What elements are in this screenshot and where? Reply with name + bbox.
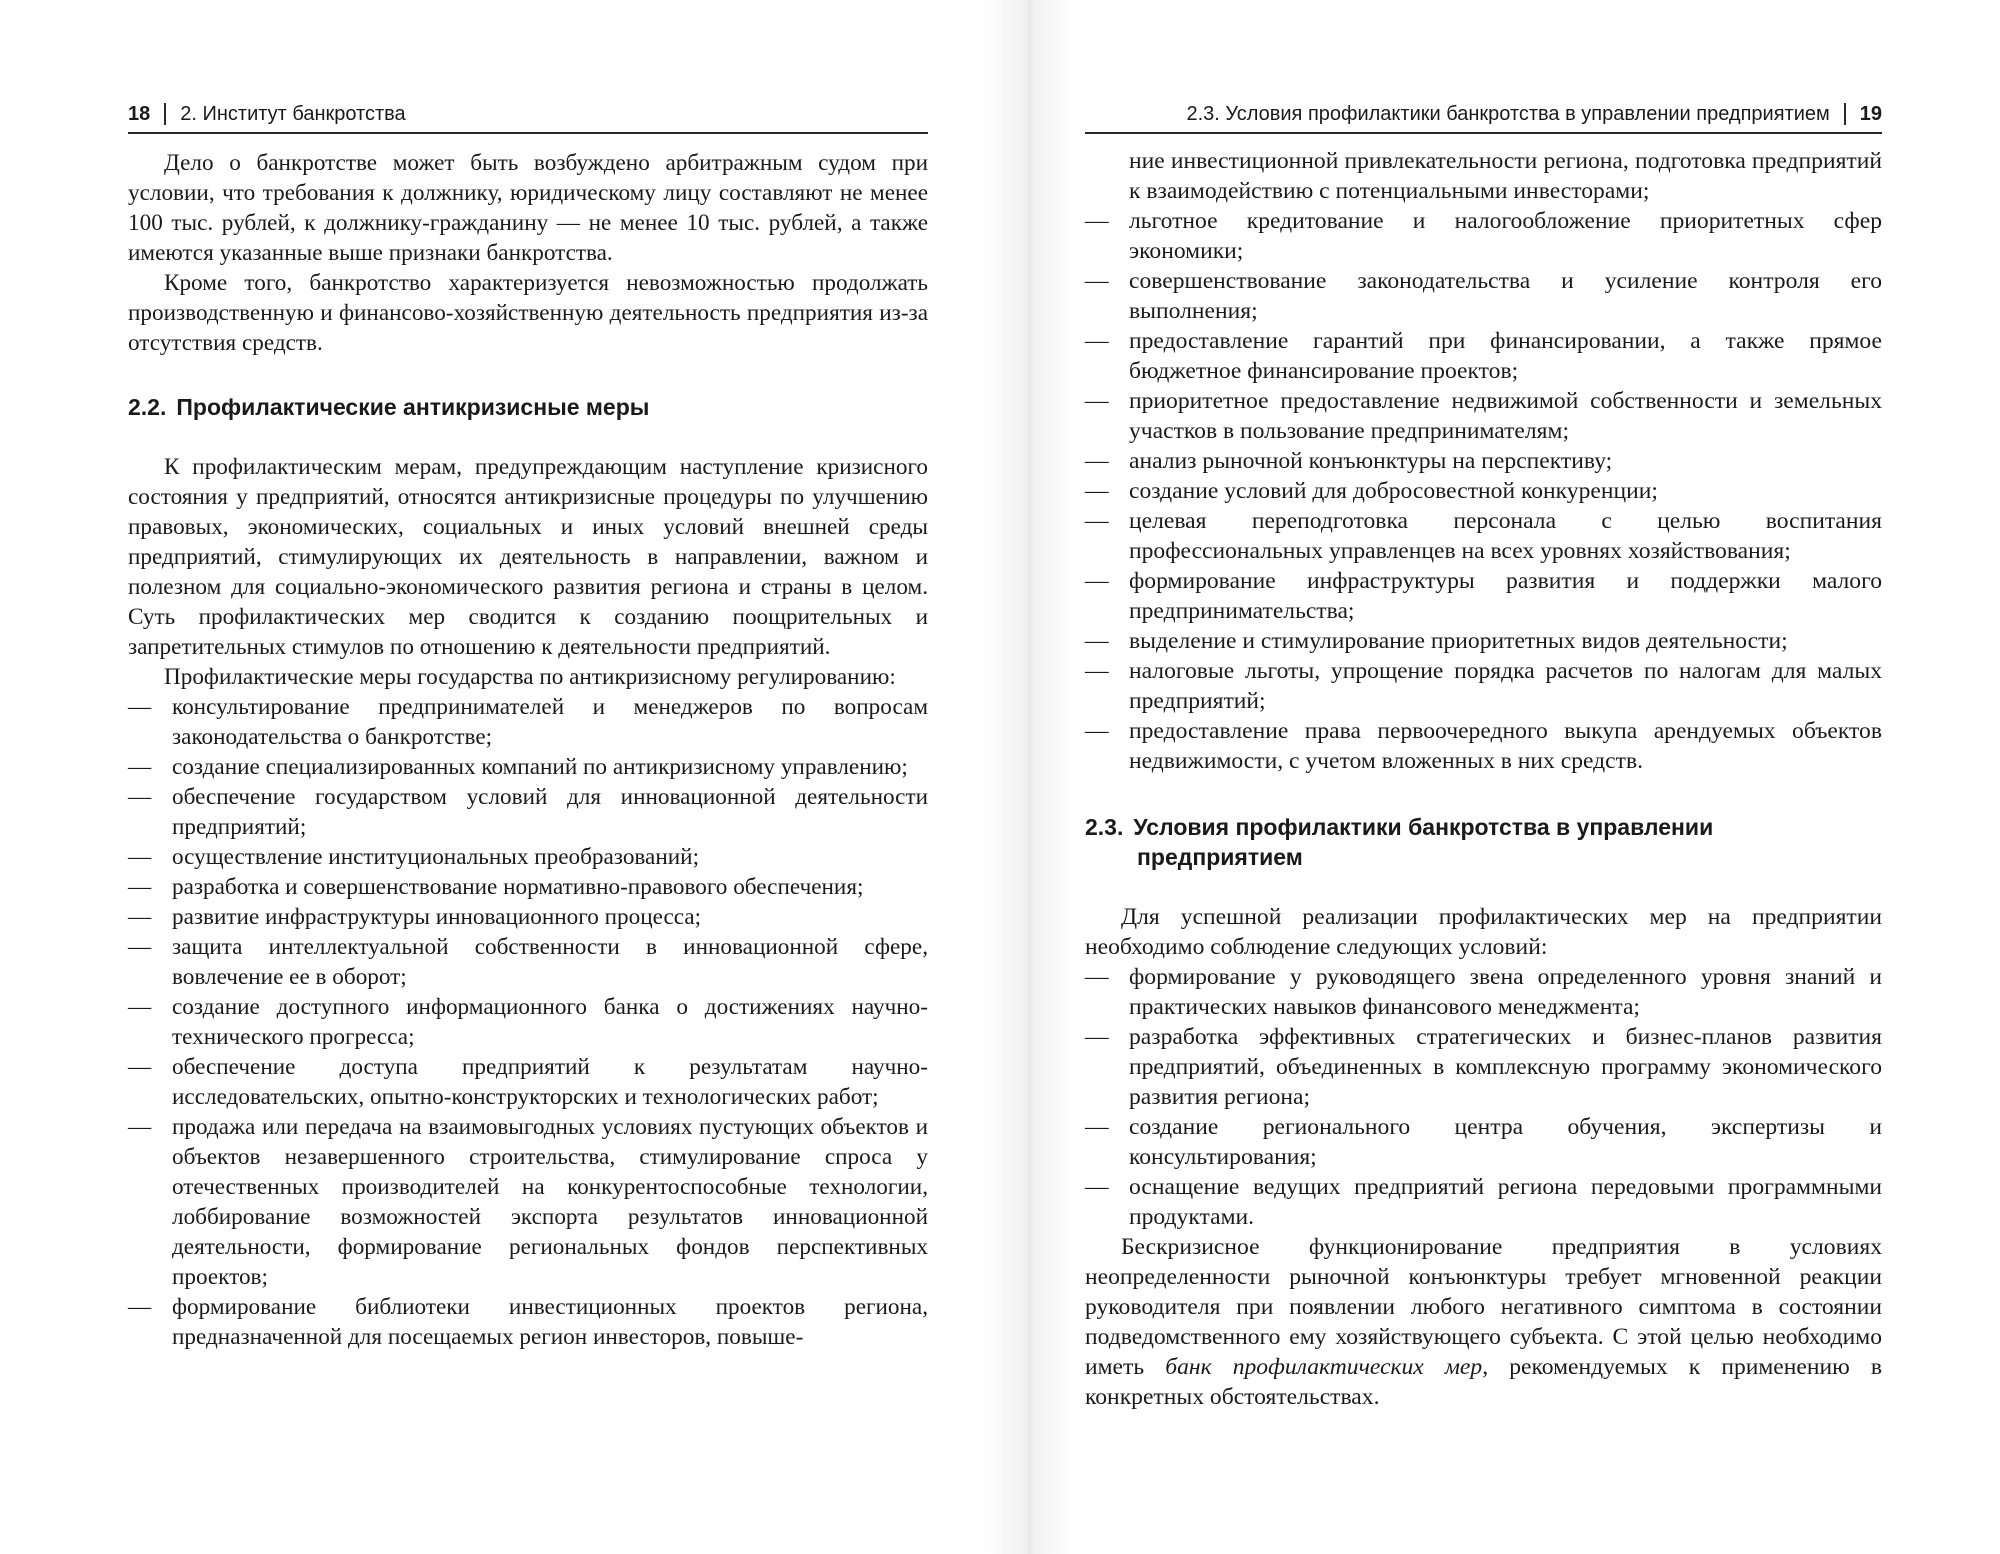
running-header-left (128, 96, 928, 134)
dash-marker: — (1085, 1024, 1109, 1050)
dash-marker: — (128, 994, 152, 1020)
paragraph: К профилактическим мерам, предупреждающим наступление кризисного состояния у предприятий, относятся антикризисные процедуры по улучшению правовых, экономических, социальных и иных условий внешней среды предприятий, стимулирующих их деятельность в направлении, важном и полезном для социально-экономического развития региона и страны в целом. Суть профилактических мер сводится к созданию поощрительных и запретительных стимулов по отношению к деятельности предприятий. (128, 454, 928, 660)
chapter-title: 2.3. Условия профилактики банкротства в управлении предприятием (1186, 103, 1830, 125)
emphasis-text: банк профилактических мер (1165, 1354, 1483, 1380)
header-divider (1844, 103, 1846, 125)
section-heading-2-3 (1085, 812, 1882, 872)
list-item: — разработка и совершенствование нормативно-правового обеспечения; (128, 874, 864, 900)
dash-marker: — (1085, 508, 1109, 534)
header-divider (164, 103, 166, 125)
book-gutter (985, 0, 1075, 1554)
list-item: — предоставление гарантий при финансировании, а также прямое бюджетное финансирование проектов; (1085, 328, 1882, 384)
list-item: — предоставление права первоочередного выкупа арендуемых объектов недвижимости, с учетом вложенных в них средств. (1085, 718, 1882, 774)
dash-marker: — (128, 1114, 152, 1140)
chapter-title: 2. Институт банкротства (180, 103, 406, 125)
dash-marker: — (1085, 658, 1109, 684)
dash-marker: — (1085, 718, 1109, 744)
list-item: — консультирование предпринимателей и менеджеров по вопросам законодательства о банкротстве; (128, 694, 928, 750)
list-item: — защита интеллектуальной собственности в инновационной сфере, вовлечение ее в оборот; (128, 934, 928, 990)
page-number: 18 (128, 103, 151, 125)
bullet-list (128, 692, 928, 1352)
dash-marker: — (128, 874, 152, 900)
paragraph: Профилактические меры государства по антикризисному регулированию: (164, 664, 896, 690)
dash-marker: — (1085, 328, 1109, 354)
list-item: — целевая переподготовка персонала с целью воспитания профессиональных управленцев на всех уровнях хозяйствования; (1085, 508, 1882, 564)
list-item: — льготное кредитование и налогообложение приоритетных сфер экономики; (1085, 208, 1882, 264)
dash-marker: — (128, 1054, 152, 1080)
left-page-body (128, 148, 928, 1352)
dash-marker: — (128, 754, 152, 780)
list-item: — обеспечение государством условий для инновационной деятельности предприятий; (128, 784, 928, 840)
list-item: — совершенствование законодательства и усиление контроля его выполнения; (1085, 268, 1882, 324)
dash-marker: — (128, 784, 152, 810)
dash-marker: — (1085, 1174, 1109, 1200)
list-item: — осуществление институциональных преобразований; (128, 844, 700, 870)
dash-marker: — (128, 694, 152, 720)
list-item: — анализ рыночной конъюнктуры на перспективу; (1085, 448, 1613, 474)
dash-marker: — (1085, 964, 1109, 990)
list-item: — развитие инфраструктуры инновационного процесса; (128, 904, 702, 930)
dash-marker: — (1085, 1114, 1109, 1140)
list-item: — разработка эффективных стратегических и бизнес-планов развития предприятий, объединенных в комплексную программу экономического развития региона; (1085, 1024, 1882, 1110)
list-item-continuation: ние инвестиционной привлекательности региона, подготовка предприятий к взаимодействию с потенциальными инвесторами; (1129, 148, 1882, 204)
dash-marker: — (128, 904, 152, 930)
dash-marker: — (1085, 448, 1109, 474)
running-header-right (1085, 96, 1882, 134)
list-item: — формирование библиотеки инвестиционных проектов региона, предназначенной для посещаемых регион инвесторов, повыше- (128, 1294, 928, 1350)
paragraph: Бескризисное функционирование предприятия в условиях неопределенности рыночной конъюнктуры требует мгновенной реакции руководителя при появлении любого негативного симптома в состоянии подведомственного ему хозяйствующего субъекта. С этой целью необходимо иметь банк профилактических мер, рекомендуемых к применению в конкретных обстоятельствах. (1085, 1234, 1882, 1410)
dash-marker: — (1085, 478, 1109, 504)
right-page (1085, 0, 1882, 1554)
list-item: — формирование у руководящего звена определенного уровня знаний и практических навыков финансового менеджмента; (1085, 964, 1882, 1020)
bullet-list (1085, 962, 1882, 1232)
section-title: Профилактические антикризисные меры (176, 394, 650, 420)
dash-marker: — (128, 844, 152, 870)
list-item: — создание условий для добросовестной конкуренции; (1085, 478, 1658, 504)
list-item: — создание регионального центра обучения, экспертизы и консультирования; (1085, 1114, 1882, 1170)
right-page-body (1085, 146, 1882, 1412)
left-page (128, 0, 928, 1554)
dash-marker: — (128, 934, 152, 960)
paragraph: Дело о банкротстве может быть возбуждено арбитражным судом при условии, что требования к должнику, юридическому лицу составляют не менее 100 тыс. рублей, к должнику-гражданину — не менее 10 тыс. рублей, а также имеются указанные выше признаки банкротства. (128, 150, 928, 266)
section-number: 2.2. (128, 394, 167, 420)
dash-marker: — (1085, 208, 1109, 234)
bullet-list (1085, 206, 1882, 776)
list-item: — приоритетное предоставление недвижимой собственности и земельных участков в пользование предпринимателям; (1085, 388, 1882, 444)
list-item: — создание специализированных компаний по антикризисному управлению; (128, 754, 908, 780)
page-number: 19 (1859, 103, 1882, 125)
section-title: Условия профилактики банкротства в управлении предприятием (1133, 814, 1714, 870)
paragraph: Для успешной реализации профилактических мер на предприятии необходимо соблюдение следующих условий: (1085, 904, 1882, 960)
list-item: — формирование инфраструктуры развития и поддержки малого предпринимательства; (1085, 568, 1882, 624)
section-number: 2.3. (1085, 814, 1124, 840)
dash-marker: — (1085, 568, 1109, 594)
paragraph: Кроме того, банкротство характеризуется невозможностью продолжать производственную и финансово-хозяйственную деятельность предприятия из-за отсутствия средств. (128, 270, 928, 356)
dash-marker: — (1085, 268, 1109, 294)
list-item: — выделение и стимулирование приоритетных видов деятельности; (1085, 628, 1788, 654)
list-item: — обеспечение доступа предприятий к результатам научно-исследовательских, опытно-конструкторских и технологических работ; (128, 1054, 928, 1110)
list-item: — создание доступного информационного банка о достижениях научно-технического прогресса; (128, 994, 928, 1050)
dash-marker: — (128, 1294, 152, 1320)
list-item: — оснащение ведущих предприятий региона передовыми программными продуктами. (1085, 1174, 1882, 1230)
dash-marker: — (1085, 628, 1109, 654)
section-heading-2-2 (128, 392, 928, 422)
list-item: — продажа или передача на взаимовыгодных условиях пустующих объектов и объектов незавершенного строительства, стимулирование спроса у отечественных производителей на конкурентоспособные технологии, лоббирование возможностей экспорта результатов инновационной деятельности, формирование региональных фондов перспективных проектов; (128, 1114, 928, 1290)
list-item: — налоговые льготы, упрощение порядка расчетов по налогам для малых предприятий; (1085, 658, 1882, 714)
dash-marker: — (1085, 388, 1109, 414)
